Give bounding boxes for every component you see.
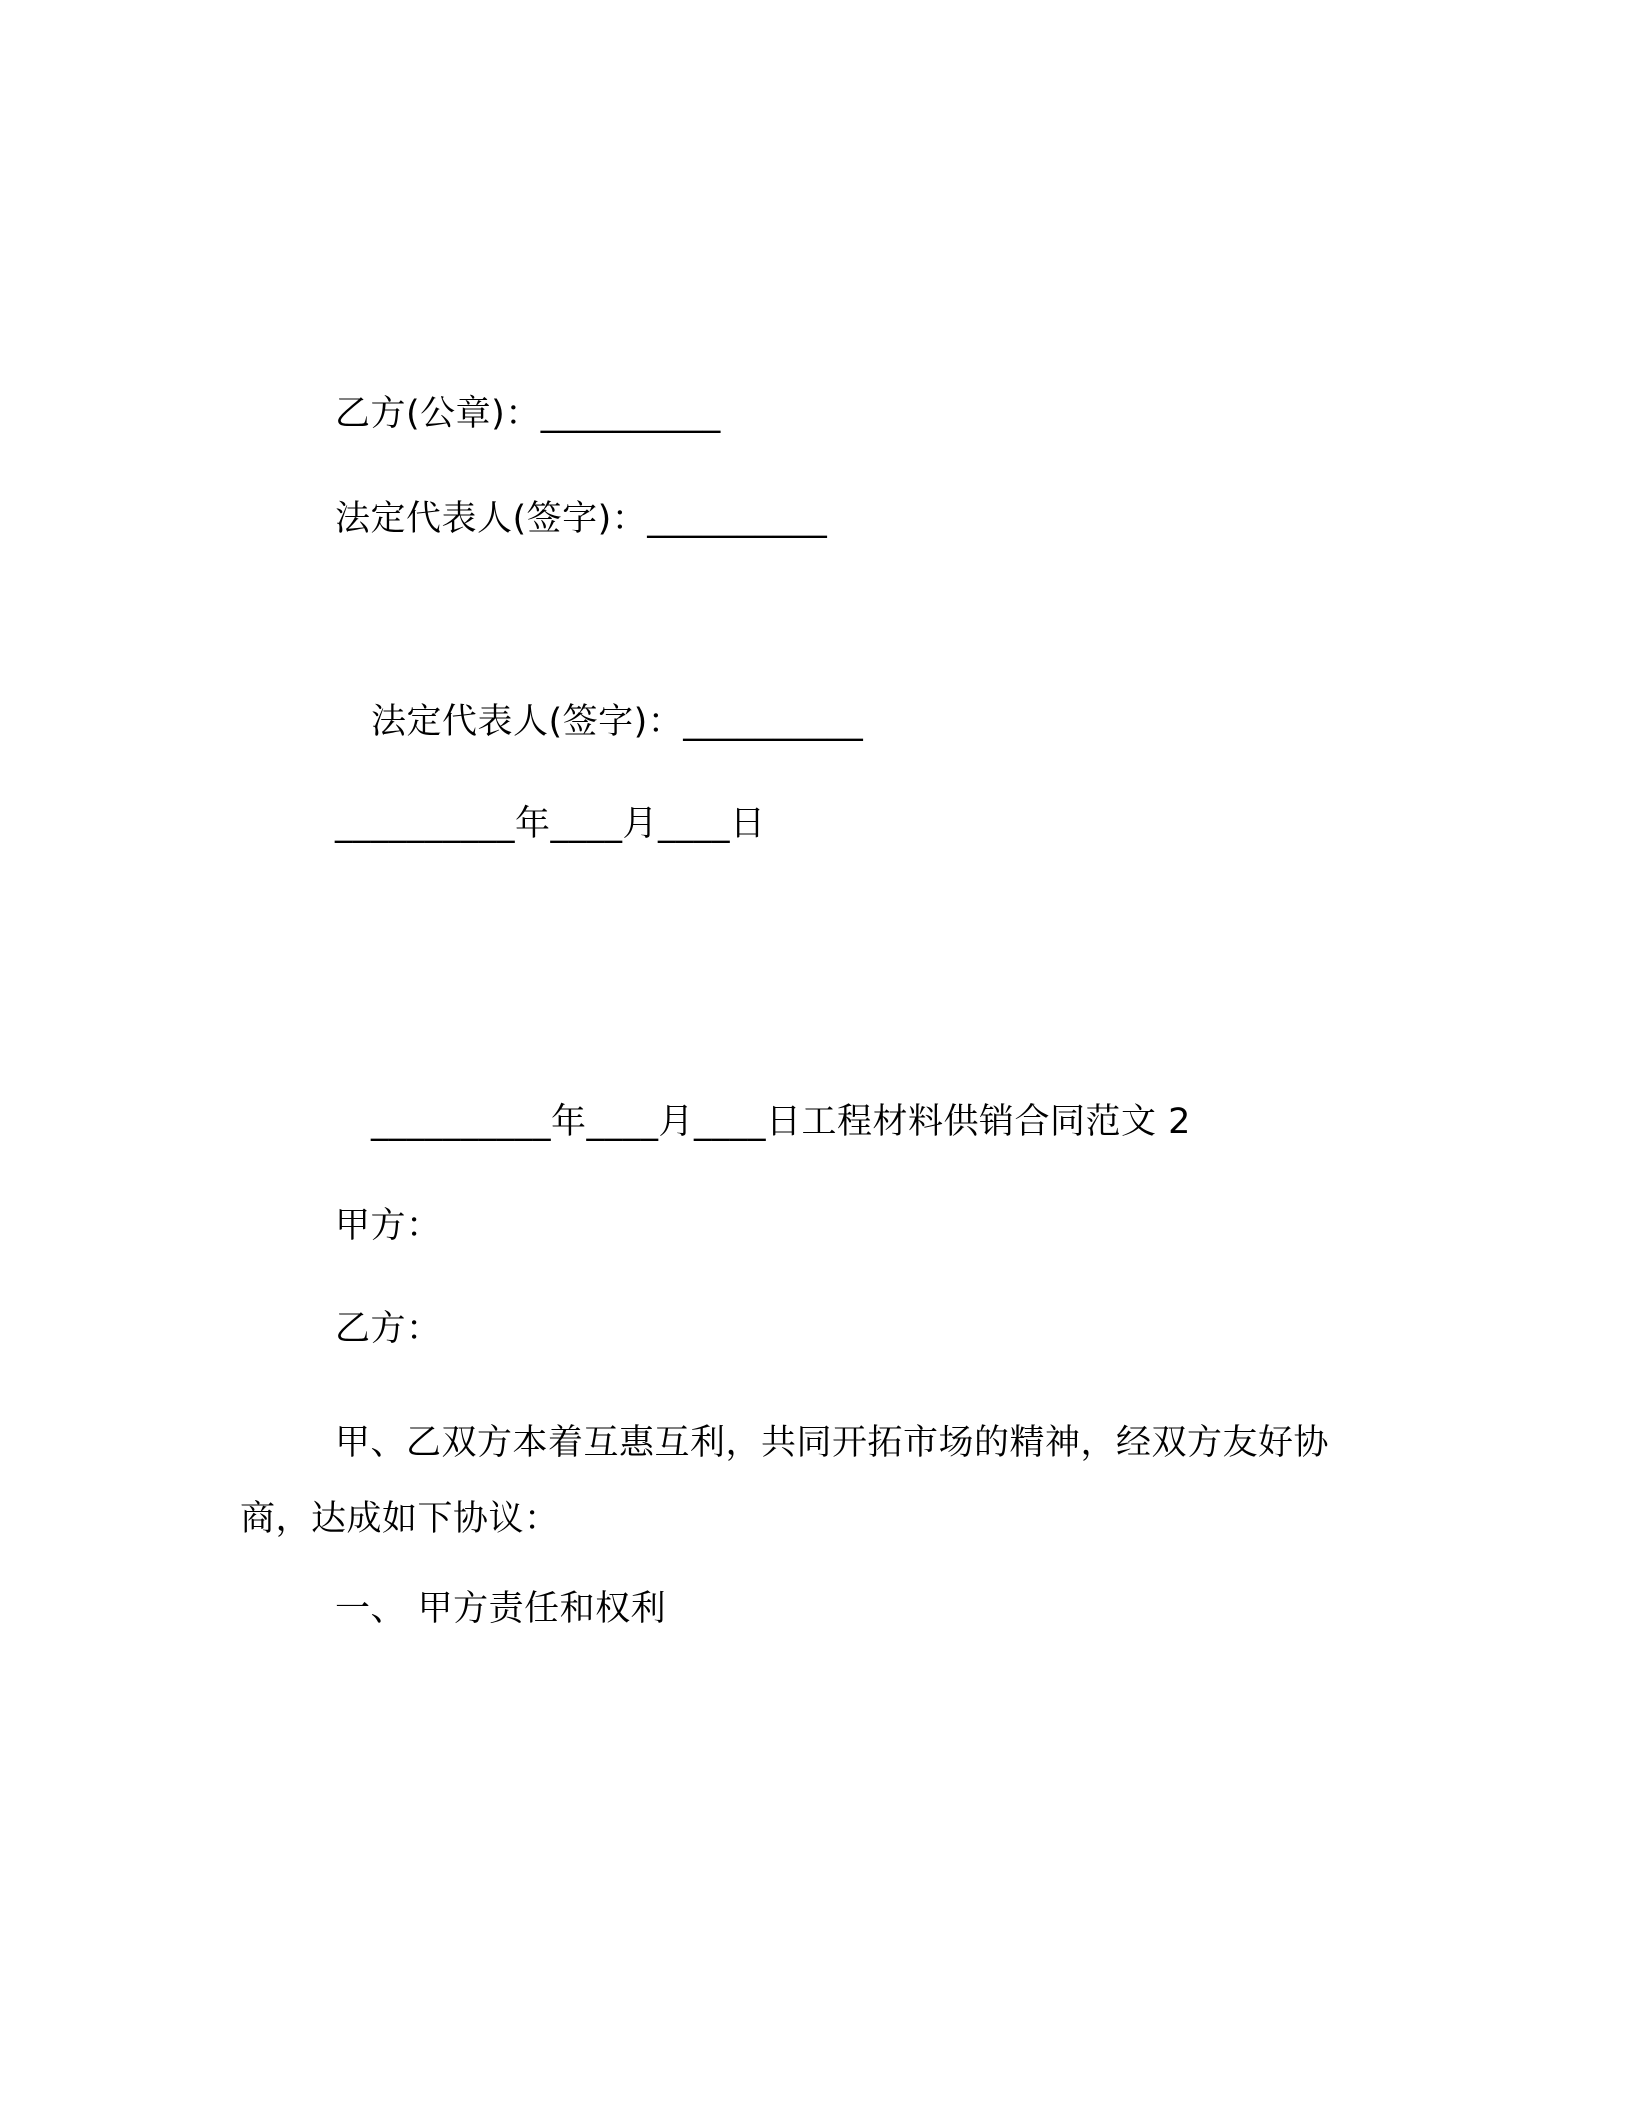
- legal-representative-line-2: 法定代表人(签字)：__________: [371, 702, 864, 742]
- party-b-label: 乙方：: [335, 1309, 442, 1349]
- date-line: __________年____月____日: [335, 804, 766, 844]
- clause-heading: 一、 甲方责任和权利: [335, 1589, 667, 1629]
- party-a-label: 甲方：: [335, 1206, 442, 1246]
- legal-representative-line: 法定代表人(签字)：__________: [335, 499, 828, 539]
- intro-paragraph: 甲、乙双方本着互惠互利，共同开拓市场的精神，经双方友好协商，达成如下协议：: [240, 1423, 1330, 1539]
- section-title: __________年____月____日工程材料供销合同范文 2: [371, 1102, 1191, 1142]
- party-b-seal-line: 乙方(公章)：__________: [335, 394, 721, 434]
